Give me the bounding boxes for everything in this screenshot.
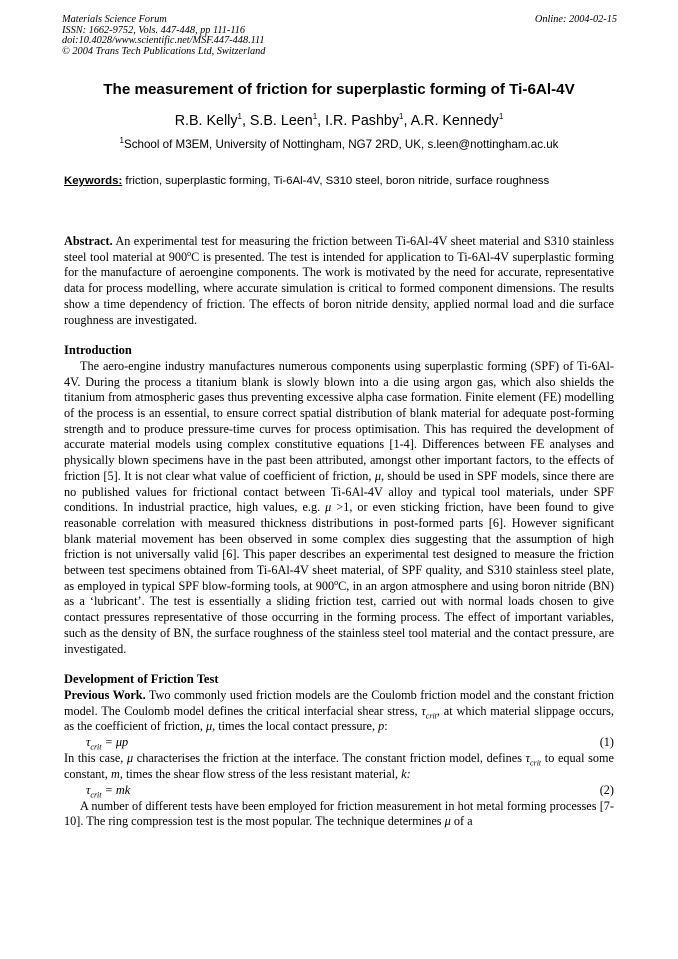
abstract: Abstract. An experimental test for measuring the friction between Ti-6Al-4V sheet material and S310 stainless steel tool material at 900$^o$C is presented. The test is intended for application to Ti-6Al-4V superplastic forming for the manufacture of aeroengine components. The work is motivated by the need for accurate, representative data for process modelling, where accurate simulation is critical to formed component dimensions. The results show a time dependency of friction. The effects of boron nitride density, applied normal load and die surface roughness are investigated. — [64, 234, 614, 327]
equation-2: $\tau_{crit}$ = mk (2) — [86, 782, 614, 799]
equation-number: (1) — [599, 735, 614, 750]
friction-tests-paragraph: A number of different tests have been employed for friction measurement in hot metal forming processes [7-10]. The ring compression test is the most popular. The technique determines μ of a — [64, 798, 614, 829]
section-heading-development: Development of Friction Test — [64, 672, 219, 687]
journal-name: Materials Science Forum — [62, 14, 167, 25]
author-list — [0, 113, 678, 129]
author: S.B. Leen$^1$, — [249, 112, 326, 129]
journal-copyright: © 2004 Trans Tech Publications Ltd, Switzerland — [62, 45, 266, 57]
abstract-label: Abstract. — [64, 234, 113, 248]
constant-friction-paragraph: In this case, μ characterises the friction at the interface. The constant friction model, defines $\tau_{crit}$ to equal some constant, m, times the shear flow stress of the less resistant material, k: — [64, 751, 614, 781]
author: A.R. Kennedy$^1$ — [410, 112, 504, 129]
main-body — [64, 234, 614, 830]
introduction-paragraph: The aero-engine industry manufactures numerous components using superplastic forming (SPF) of Ti-6Al-4V. During the process a titanium blank is slowly blown into a die using argon gas, which also shields the titanium from atmospheric gases thus preventing excessive alpha case formation. Finite element (FE) modelling of the process is an essential, to ensure correct spatial distribution of blank material for adequate post-forming strength and to produce pressure-time curves for process optimisation. This has required the development of accurate material models using complex constitutive equations [1-4]. Differences between FE analyses and physically blown specimens have in the past been attributed, amongst other important factors, to the effects of friction [5]. It is not clear what value of coefficient of friction, μ, should be used in SPF models, since there are no published values for frictional contact between Ti-6Al-4V alloy and typical tool materials, under SPF conditions. In industrial practice, high values, e.g. μ >1, or even sticking friction, have been found to give reasonable correlation with measured thickness distributions in post-formed parts [6]. However significant blank material movement has been observed in some complex dies suggesting that the assumption of high friction is not universally valid [6]. This paper describes an experimental test designed to measure the friction between test specimens obtained from Ti-6Al-4V sheet material, of SPF quality, and S310 stainless steel plate, as employed in typical SPF blow-forming tools, at 900$^o$C, in an argon atmosphere and using boron nitride (BN) as a ‘lubricant’. The test is essentially a sliding friction test, carried out with normal loads chosen to give contact pressures representative of those occurring in the forming process. The effect of important variables, such as the density of BN, the surface roughness of the stainless steel tool material and the contact pressure, are investigated. — [64, 358, 614, 656]
affiliation: $^1$School of M3EM, University of Nottingham, NG7 2RD, UK, s.leen@nottingham.ac.uk — [119, 136, 559, 151]
previous-work-paragraph: Previous Work. Two commonly used friction models are the Coulomb friction model and the constant friction model. The Coulomb model defines the critical interfacial shear stress, $\tau_{crit}$, at which material slippage occurs, as the coefficient of friction, μ, times the local contact pressure, p: — [64, 687, 614, 734]
journal-issn: ISSN: 1662-9752, Vols. 447-448, pp 111-116 — [62, 24, 246, 36]
keywords — [64, 175, 549, 187]
keywords-text: friction, superplastic forming, Ti-6Al-4V, S310 steel, boron nitride, surface roughness — [122, 175, 550, 187]
online-date: Online: 2004-02-15 — [534, 14, 617, 25]
author: I.R. Pashby$^1$, — [325, 112, 411, 129]
journal-doi: doi:10.4028/www.scientific.net/MSF.447-448.111 — [62, 35, 265, 47]
journal-header — [62, 15, 617, 57]
keywords-label: Keywords: — [64, 175, 123, 187]
author: R.B. Kelly$^1$, — [174, 112, 250, 129]
equation-number: (2) — [599, 782, 614, 797]
paper-title: The measurement of friction for superplastic forming of Ti-6Al-4V — [103, 81, 575, 98]
equation-1: $\tau_{crit} = \mu p$ (1) — [86, 735, 614, 752]
section-heading-introduction: Introduction — [64, 343, 132, 358]
previous-work-label: Previous Work. — [64, 687, 146, 702]
